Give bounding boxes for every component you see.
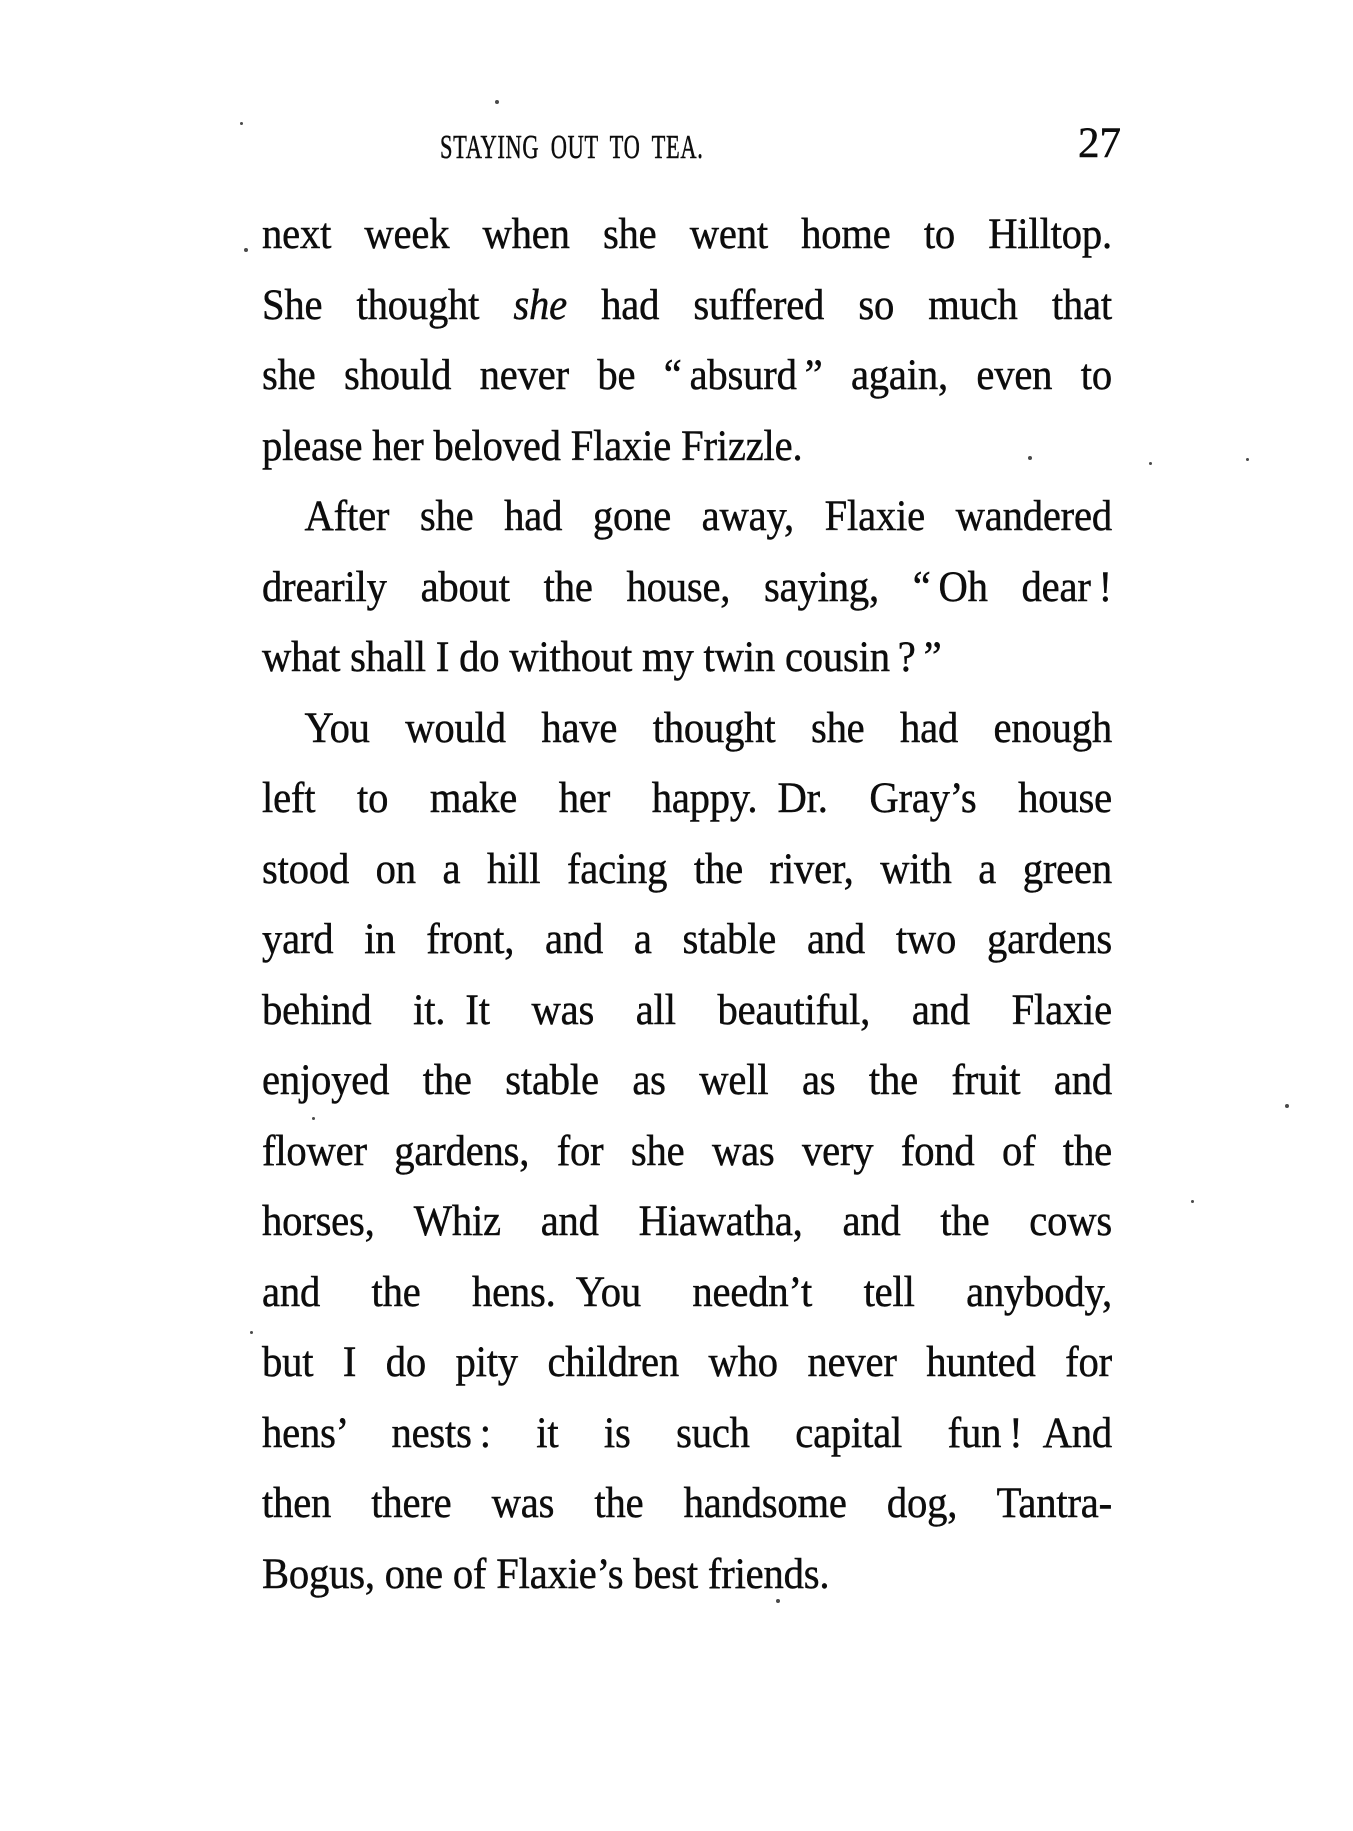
ink-speck — [250, 1331, 253, 1334]
text-line — [262, 1046, 1112, 1117]
text-line — [262, 271, 1112, 342]
text-segment: please her beloved Flaxie Frizzle. — [262, 422, 803, 470]
text-segment: She thought — [262, 281, 514, 329]
text-line — [262, 482, 1112, 553]
text-line — [262, 1328, 1112, 1399]
ink-speck — [1191, 1200, 1194, 1203]
text-line — [262, 905, 1112, 976]
text-segment: flower gardens, for she was very fond of the — [262, 1127, 1112, 1175]
ink-speck — [244, 248, 248, 252]
text-segment: behind it. It was all beautiful, and Flaxie — [262, 986, 1112, 1034]
ink-speck — [1285, 1104, 1289, 1108]
text-segment: next week when she went home to Hilltop. — [262, 211, 1112, 258]
ink-speck — [1028, 456, 1032, 460]
text-line — [262, 1399, 1112, 1470]
text-segment: but I do pity children who never hunted for — [262, 1339, 1112, 1386]
text-segment: left to make her happy. Dr. Gray’s house — [262, 775, 1112, 822]
ink-speck — [312, 1117, 315, 1120]
text-segment: and the hens. You needn’t tell anybody, — [262, 1268, 1112, 1316]
text-segment: drearily about the house, saying, “ Oh dear ! — [262, 563, 1112, 611]
text-line — [262, 764, 1112, 835]
page-number: 27 — [1078, 120, 1121, 167]
text-segment: After she had gone away, Flaxie wandered — [304, 493, 1112, 540]
text-segment: Bogus, one of Flaxie’s best friends. — [262, 1550, 830, 1598]
text-line — [262, 976, 1112, 1047]
text-segment: had suffered so much that — [567, 281, 1112, 329]
italic-word: she — [513, 281, 568, 329]
text-line — [262, 694, 1112, 765]
text-line — [262, 412, 1112, 483]
text-line — [262, 200, 1112, 271]
running-header-title: STAYING OUT TO TEA. — [440, 129, 704, 166]
ink-speck — [495, 100, 499, 104]
ink-speck — [1149, 462, 1152, 465]
text-segment: enjoyed the stable as well as the fruit and — [262, 1057, 1112, 1104]
ink-speck — [240, 122, 243, 125]
ink-speck — [1246, 458, 1249, 461]
text-line — [262, 835, 1112, 906]
text-segment: what shall I do without my twin cousin ? ” — [262, 634, 942, 681]
text-line — [262, 1117, 1112, 1188]
body-text — [262, 200, 1162, 1610]
text-segment: hens’ nests : it is such capital fun ! And — [262, 1409, 1112, 1457]
text-segment: she should never be “ absurd ” again, even to — [262, 352, 1112, 399]
text-segment: yard in front, and a stable and two gardens — [262, 916, 1112, 963]
text-line — [262, 623, 1112, 694]
text-line — [262, 1187, 1112, 1258]
text-line — [262, 1540, 1112, 1611]
text-segment: then there was the handsome dog, Tantra- — [262, 1480, 1112, 1527]
text-segment: horses, Whiz and Hiawatha, and the cows — [262, 1198, 1112, 1245]
text-segment: You would have thought she had enough — [304, 704, 1112, 752]
ink-speck — [776, 1599, 780, 1603]
text-segment: stood on a hill facing the river, with a green — [262, 845, 1112, 893]
text-line — [262, 1469, 1112, 1540]
text-line — [262, 341, 1112, 412]
text-line — [262, 553, 1112, 624]
text-line — [262, 1258, 1112, 1329]
